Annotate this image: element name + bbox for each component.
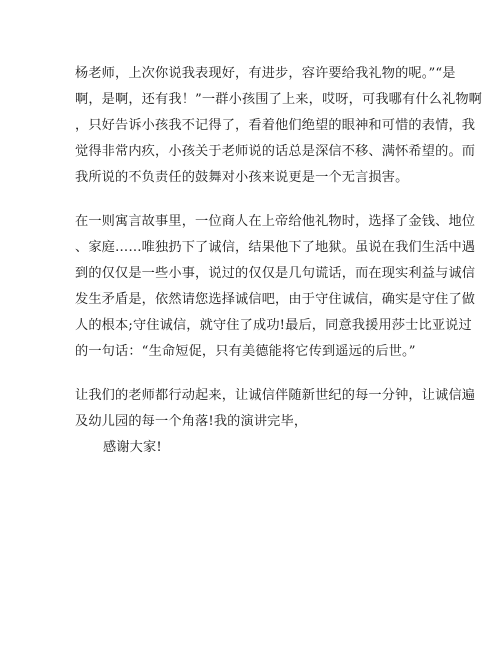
- text-line: 发生矛盾是，依然请您选择诚信吧，由于守住诚信，确实是守住了做: [75, 292, 476, 307]
- text-line: 、家庭……唯独扔下了诚信，结果他下了地狱。虽说在我们生活中遇: [75, 240, 476, 255]
- text-line: 在一则寓言故事里，一位商人在上帝给他礼物时，选择了金钱、地位: [75, 214, 476, 229]
- closing-line: 感谢大家!: [103, 440, 162, 455]
- text-line: 到的仅仅是一些小事，说过的仅仅是几句谎话，而在现实利益与诚信: [75, 266, 476, 281]
- text-line: ，只好告诉小孩我不记得了，看着他们绝望的眼神和可惜的表情，我: [75, 118, 476, 133]
- text-line: 杨老师，上次你说我表现好，有进步，容许要给我礼物的呢。”“是: [75, 66, 456, 81]
- text-line: 人的根本;守住诚信，就守住了成功!最后，同意我援用莎士比亚说过: [75, 318, 472, 333]
- text-line: 让我们的老师都行动起来，让诚信伴随新世纪的每一分钟，让诚信遍: [75, 388, 476, 403]
- text-line: 及幼儿园的每一个角落!我的演讲完毕，: [75, 414, 308, 429]
- text-line: 的一句话：“生命短促，只有美德能将它传到遥远的后世。”: [75, 344, 416, 359]
- text-line: 我所说的不负责任的鼓舞对小孩来说更是一个无言损害。: [75, 170, 409, 185]
- text-line: 啊，是啊，还有我！”一群小孩围了上来，哎呀，可我哪有什么礼物啊: [75, 92, 483, 107]
- text-line: 觉得非常内疚，小孩关于老师说的话总是深信不移、满怀希望的。而: [75, 144, 476, 159]
